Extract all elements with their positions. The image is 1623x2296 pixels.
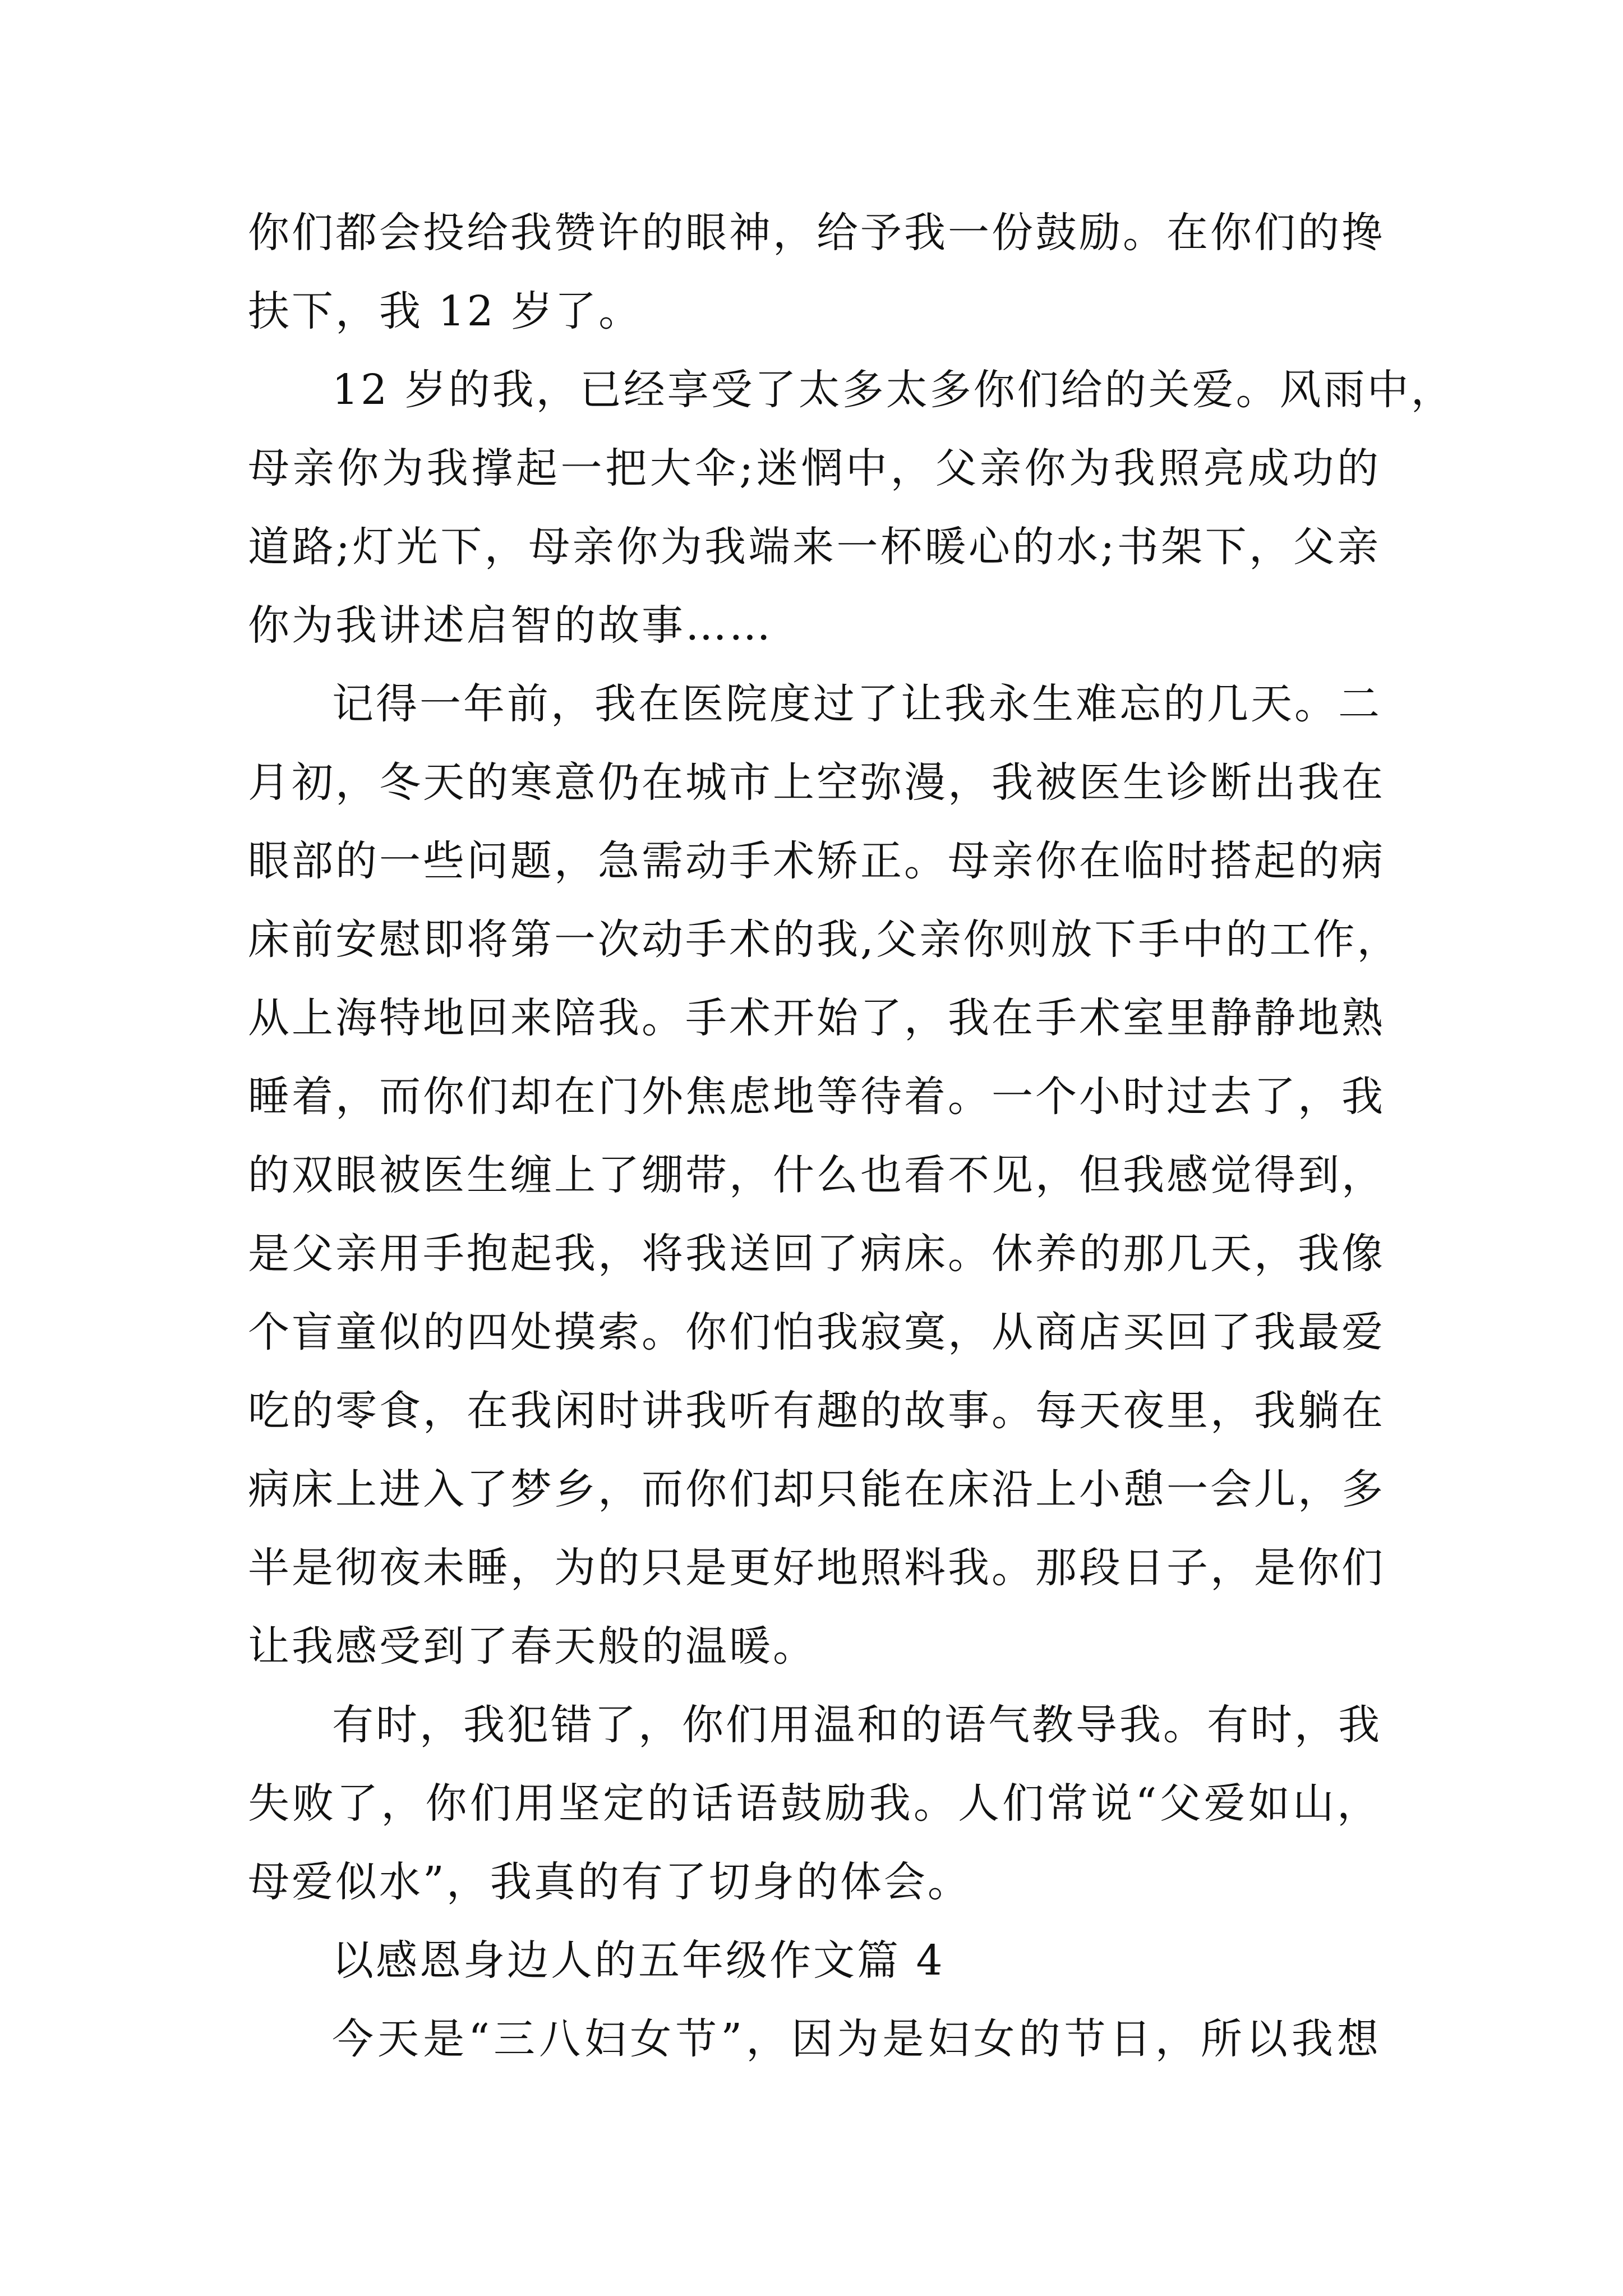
paragraph-start-line: 有时，我犯错了，你们用温和的语气教导我。有时，我	[332, 1701, 1382, 1749]
text-line: 的双眼被医生缠上了绷带，什么也看不见，但我感觉得到，	[248, 1151, 1385, 1199]
text-line: 你为我讲述启智的故事……	[248, 601, 773, 650]
paragraph-start-line: 今天是“三八妇女节”，因为是妇女的节日，所以我想	[332, 2015, 1381, 2063]
text-line: 眼部的一些问题，急需动手术矫正。母亲你在临时搭起的病	[248, 837, 1385, 885]
text-line: 母爱似水”，我真的有了切身的体会。	[248, 1858, 971, 1906]
paragraph-start-line: 记得一年前，我在医院度过了让我永生难忘的几天。二	[332, 680, 1382, 728]
text-line: 病床上进入了梦乡，而你们却只能在床沿上小憩一会儿，多	[248, 1465, 1385, 1513]
section-heading: 以感恩身边人的五年级作文篇 4	[332, 1936, 945, 1985]
text-line: 吃的零食，在我闲时讲我听有趣的故事。每天夜里，我躺在	[248, 1387, 1385, 1435]
text-line: 个盲童似的四处摸索。你们怕我寂寞，从商店买回了我最爱	[248, 1308, 1385, 1356]
text-line: 失败了，你们用坚定的话语鼓励我。人们常说“父爱如山，	[248, 1779, 1381, 1828]
text-line: 从上海特地回来陪我。手术开始了，我在手术室里静静地熟	[248, 994, 1385, 1042]
text-line: 是父亲用手抱起我，将我送回了病床。休养的那几天，我像	[248, 1230, 1385, 1278]
paragraph-start-line: 12 岁的我，已经享受了太多太多你们给的关爱。风雨中，	[332, 366, 1455, 414]
text-line: 母亲你为我撑起一把大伞;迷惘中，父亲你为我照亮成功的	[248, 444, 1381, 493]
text-line: 床前安慰即将第一次动手术的我,父亲你则放下手中的工作，	[248, 915, 1401, 964]
text-line: 你们都会投给我赞许的眼神，给予我一份鼓励。在你们的搀	[248, 209, 1385, 257]
text-line: 让我感受到了春天般的温暖。	[248, 1622, 817, 1671]
text-line: 扶下，我 12 岁了。	[248, 287, 643, 335]
text-line: 月初，冬天的寒意仍在城市上空弥漫，我被医生诊断出我在	[248, 758, 1385, 807]
text-line: 道路;灯光下，母亲你为我端来一杯暖心的水;书架下，父亲	[248, 523, 1381, 571]
text-line: 半是彻夜未睡，为的只是更好地照料我。那段日子，是你们	[248, 1544, 1385, 1592]
text-line: 睡着，而你们却在门外焦虑地等待着。一个小时过去了，我	[248, 1073, 1385, 1121]
